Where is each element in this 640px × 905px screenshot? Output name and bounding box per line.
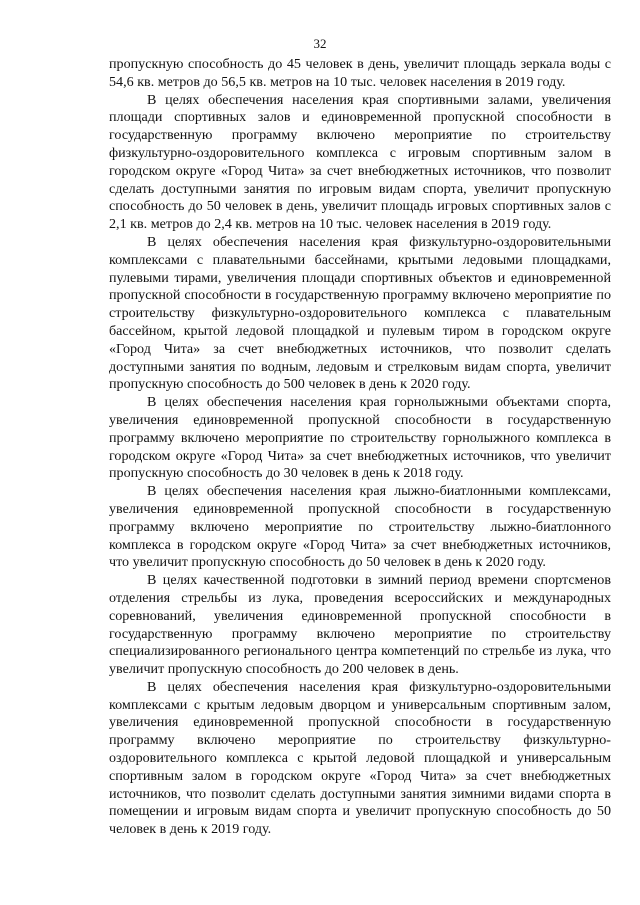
page-number: 32	[313, 36, 327, 51]
paragraph-continuation: пропускную способность до 45 человек в день, увеличит площадь зеркала воды с 54,6 кв. метров до 56,5 кв. метров на 10 тыс. человек населения в 2019 году.	[109, 56, 611, 90]
paragraph-sports-halls: В целях обеспечения населения края спортивными залами, увеличения площади спортивных залов и единовременной пропускной способности в государственную программу включено мероприятие по строительству физкультурно-оздоровительного комплекса с игровым спортивным залом в городском округе «Город Чита» за счет внебюджетных источников, что позволит сделать доступными занятия по игровым видам спорта, увеличит пропускную способность до 50 человек в день, увеличит площадь игровых спортивных залов с 2,1 кв. метров до 2,4 кв. метров на 10 тыс. человек населения в 2019 году.	[109, 91, 611, 233]
paragraph-archery-center: В целях качественной подготовки в зимний период времени спортсменов отделения стрельбы из лука, проведения всероссийских и международных соревнований, увеличения единовременной пропускной способности в государственную программу включено мероприятие по строительству специализированного регионального центра компетенций по стрельбе из лука, что увеличит пропускную способность до 200 человек в день.	[109, 572, 611, 678]
paragraph-ski-complex: В целях обеспечения населения края горнолыжными объектами спорта, увеличения единовременной пропускной способности в государственную программу включено мероприятие по строительству горнолыжного комплекса в городском округе «Город Чита» за счет внебюджетных источников, что увеличит пропускную способность до 30 человек в день к 2018 году.	[109, 394, 611, 482]
paragraph-ski-biathlon-complex: В целях обеспечения населения края лыжно-биатлонными комплексами, увеличения единовременной пропускной способности в государственную программу включено мероприятие по строительству лыжно-биатлонного комплекса в городском округе «Город Чита» за счет внебюджетных источников, что увеличит пропускную способность до 50 человек в день к 2020 году.	[109, 483, 611, 571]
paragraph-ice-palace-complex: В целях обеспечения населения края физкультурно-оздоровительными комплексами с крытым ледовым дворцом и универсальным спортивным залом, увеличения единовременной пропускной способности в государственную программу включено мероприятие по строительству физкультурно-оздоровительного комплекса с крытой ледовой площадкой и универсальным спортивным залом в городском округе «Город Чита» за счет внебюджетных источников, что позволит сделать доступными занятия зимними видами спорта в помещении и игровым видам спорта и увеличит пропускную способность до 50 человек в день к 2019 году.	[109, 678, 611, 838]
paragraph-pool-ice-shooting-complex: В целях обеспечения населения края физкультурно-оздоровительными комплексами с плавательными бассейнами, крытыми ледовыми площадками, пулевыми тирами, увеличения площади спортивных объектов и единовременной пропускной способности в государственную программу включено мероприятие по строительству физкультурно-оздоровительного комплекса с плавательным бассейном, крытой ледовой площадкой и пулевым тиром в городском округе «Город Чита» за счет внебюджетных источников, что позволит сделать доступными занятия по водным, ледовым и стрелковым видам спорта, увеличит пропускную способность до 500 человек в день к 2020 году.	[109, 233, 611, 393]
document-body	[109, 56, 611, 839]
